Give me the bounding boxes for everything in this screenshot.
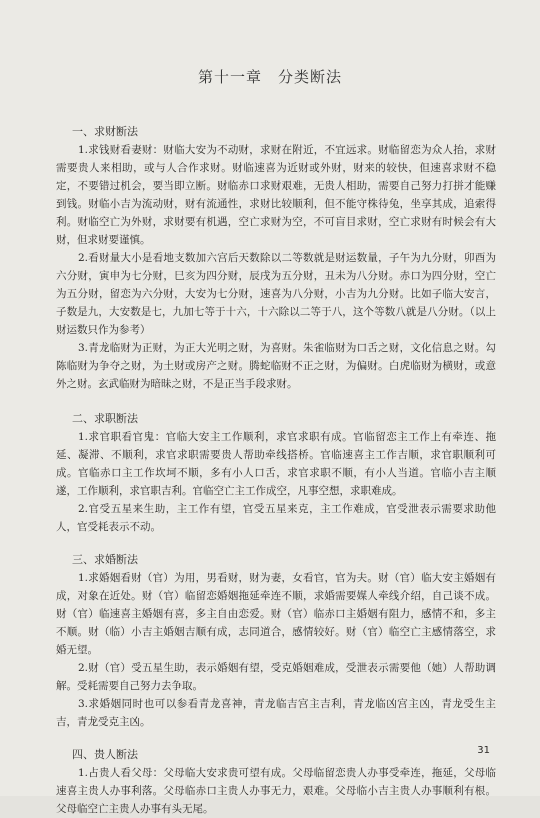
section-career bbox=[56, 409, 496, 536]
paragraph: 1.占贵人看父母：父母临大安求贵可望有成。父母临留恋贵人办事受牵连，拖延，父母临速喜主贵人办事利落。父母临赤口主贵人办事无力，艰难。父母临小吉主贵人办事顺利有根。父母临空亡主贵人办事有头无尾。 bbox=[56, 767, 496, 815]
section-marriage bbox=[56, 550, 496, 731]
paragraph: 1.求官职看官鬼：官临大安主工作顺利，求官求职有成。官临留恋主工作上有牵连、拖延、凝滞、不顺利，求官求职需要贵人帮助牵线搭桥。官临速喜主工作吉顺，求官职顺利可成。官临赤口主工作坎坷不顺，多有小人口舌，求官求职不顺，有小人当道。官临小吉主顺遂，工作顺利，求官职吉利。官临空亡主工作成空，凡事空想，求职难成。 bbox=[56, 431, 496, 497]
paragraph: 1.求婚姻看财（官）为用，男看财，财为妻，女看官，官为夫。财（官）临大安主婚姻有成，对象在近处。财（官）临留恋婚姻拖延牵连不顺，求婚需要媒人牵线介绍，自己谈不成。财（官）临速喜主婚姻有喜，多主自由恋爱。财（官）临赤口主婚姻有阻力，感情不和，多主不顺。财（临）小吉主婚姻吉顺有成，志同道合，感情较好。财（官）临空亡主感情落空，求婚无望。 bbox=[56, 572, 496, 656]
paragraph: 1.求钱财看妻财：财临大安为不动财，求财在附近，不宜远求。财临留恋为众人抬，求财需要贵人来相助，或与人合作求财。财临速喜为近财或外财，财来的较快，但速喜求财不稳定，不要错过机会，要当即立断。财临赤口求财艰难，无贵人相助，需要自己努力打拼才能赚到钱。财临小吉为流动财，财有流通性，求财比较顺利，但不能守株待兔，坐享其成，追索得利。财临空亡为外财，求财要有机遇，空亡求财为空，不可盲目求财，空亡求财有时候会有大财，但求财要谨慎。 bbox=[56, 144, 496, 246]
section-heading: 四、贵人断法 bbox=[72, 748, 138, 761]
section-heading: 三、求婚断法 bbox=[72, 553, 138, 566]
section-income bbox=[56, 122, 496, 393]
paragraph: 3.青龙临财为正财，为正大光明之财，为喜财。朱雀临财为口舌之财，文化信息之财。勾陈临财为争夺之财，为土财或房产之财。腾蛇临财不正之财，为偏财。白虎临财为横财，或意外之财。玄武临财为暗昧之财，不是正当手段求财。 bbox=[56, 342, 496, 390]
paragraph: 2.看财量大小是看地支数加六宫后天数除以二等数就是财运数量，子午为九分财，卯酉为六分财，寅申为七分财，巳亥为四分财，辰戌为五分财，丑未为八分财。赤口为四分财，空亡为五分财，留恋为六分财，大安为七分财，速喜为八分财，小吉为九分财。比如子临大安言，子数是九，大安数是七，九加七等于十六，十六除以二等于八，这个等数八就是八分财。（以上财运数只作为参考） bbox=[56, 252, 496, 336]
paragraph: 2.官受五星来生助，主工作有望，官受五星来克，主工作难成，官受泄表示需要求助他人，官受耗表示不动。 bbox=[56, 503, 496, 533]
page-content bbox=[56, 122, 496, 818]
section-heading: 一、求财断法 bbox=[72, 125, 138, 138]
chapter-title: 第十一章 分类断法 bbox=[197, 68, 342, 87]
section-heading: 二、求职断法 bbox=[72, 412, 138, 425]
paragraph: 3.求婚姻同时也可以参看青龙喜神，青龙临吉宫主吉利，青龙临凶宫主凶，青龙受生主吉，青龙受克主凶。 bbox=[56, 698, 496, 728]
paragraph: 2.财（官）受五星生助，表示婚姻有望，受克婚姻难成，受泄表示需要他（她）人帮助调解。受耗需要自己努力去争取。 bbox=[56, 662, 496, 692]
page-number: 31 bbox=[477, 745, 490, 756]
section-benefactor bbox=[56, 745, 496, 818]
